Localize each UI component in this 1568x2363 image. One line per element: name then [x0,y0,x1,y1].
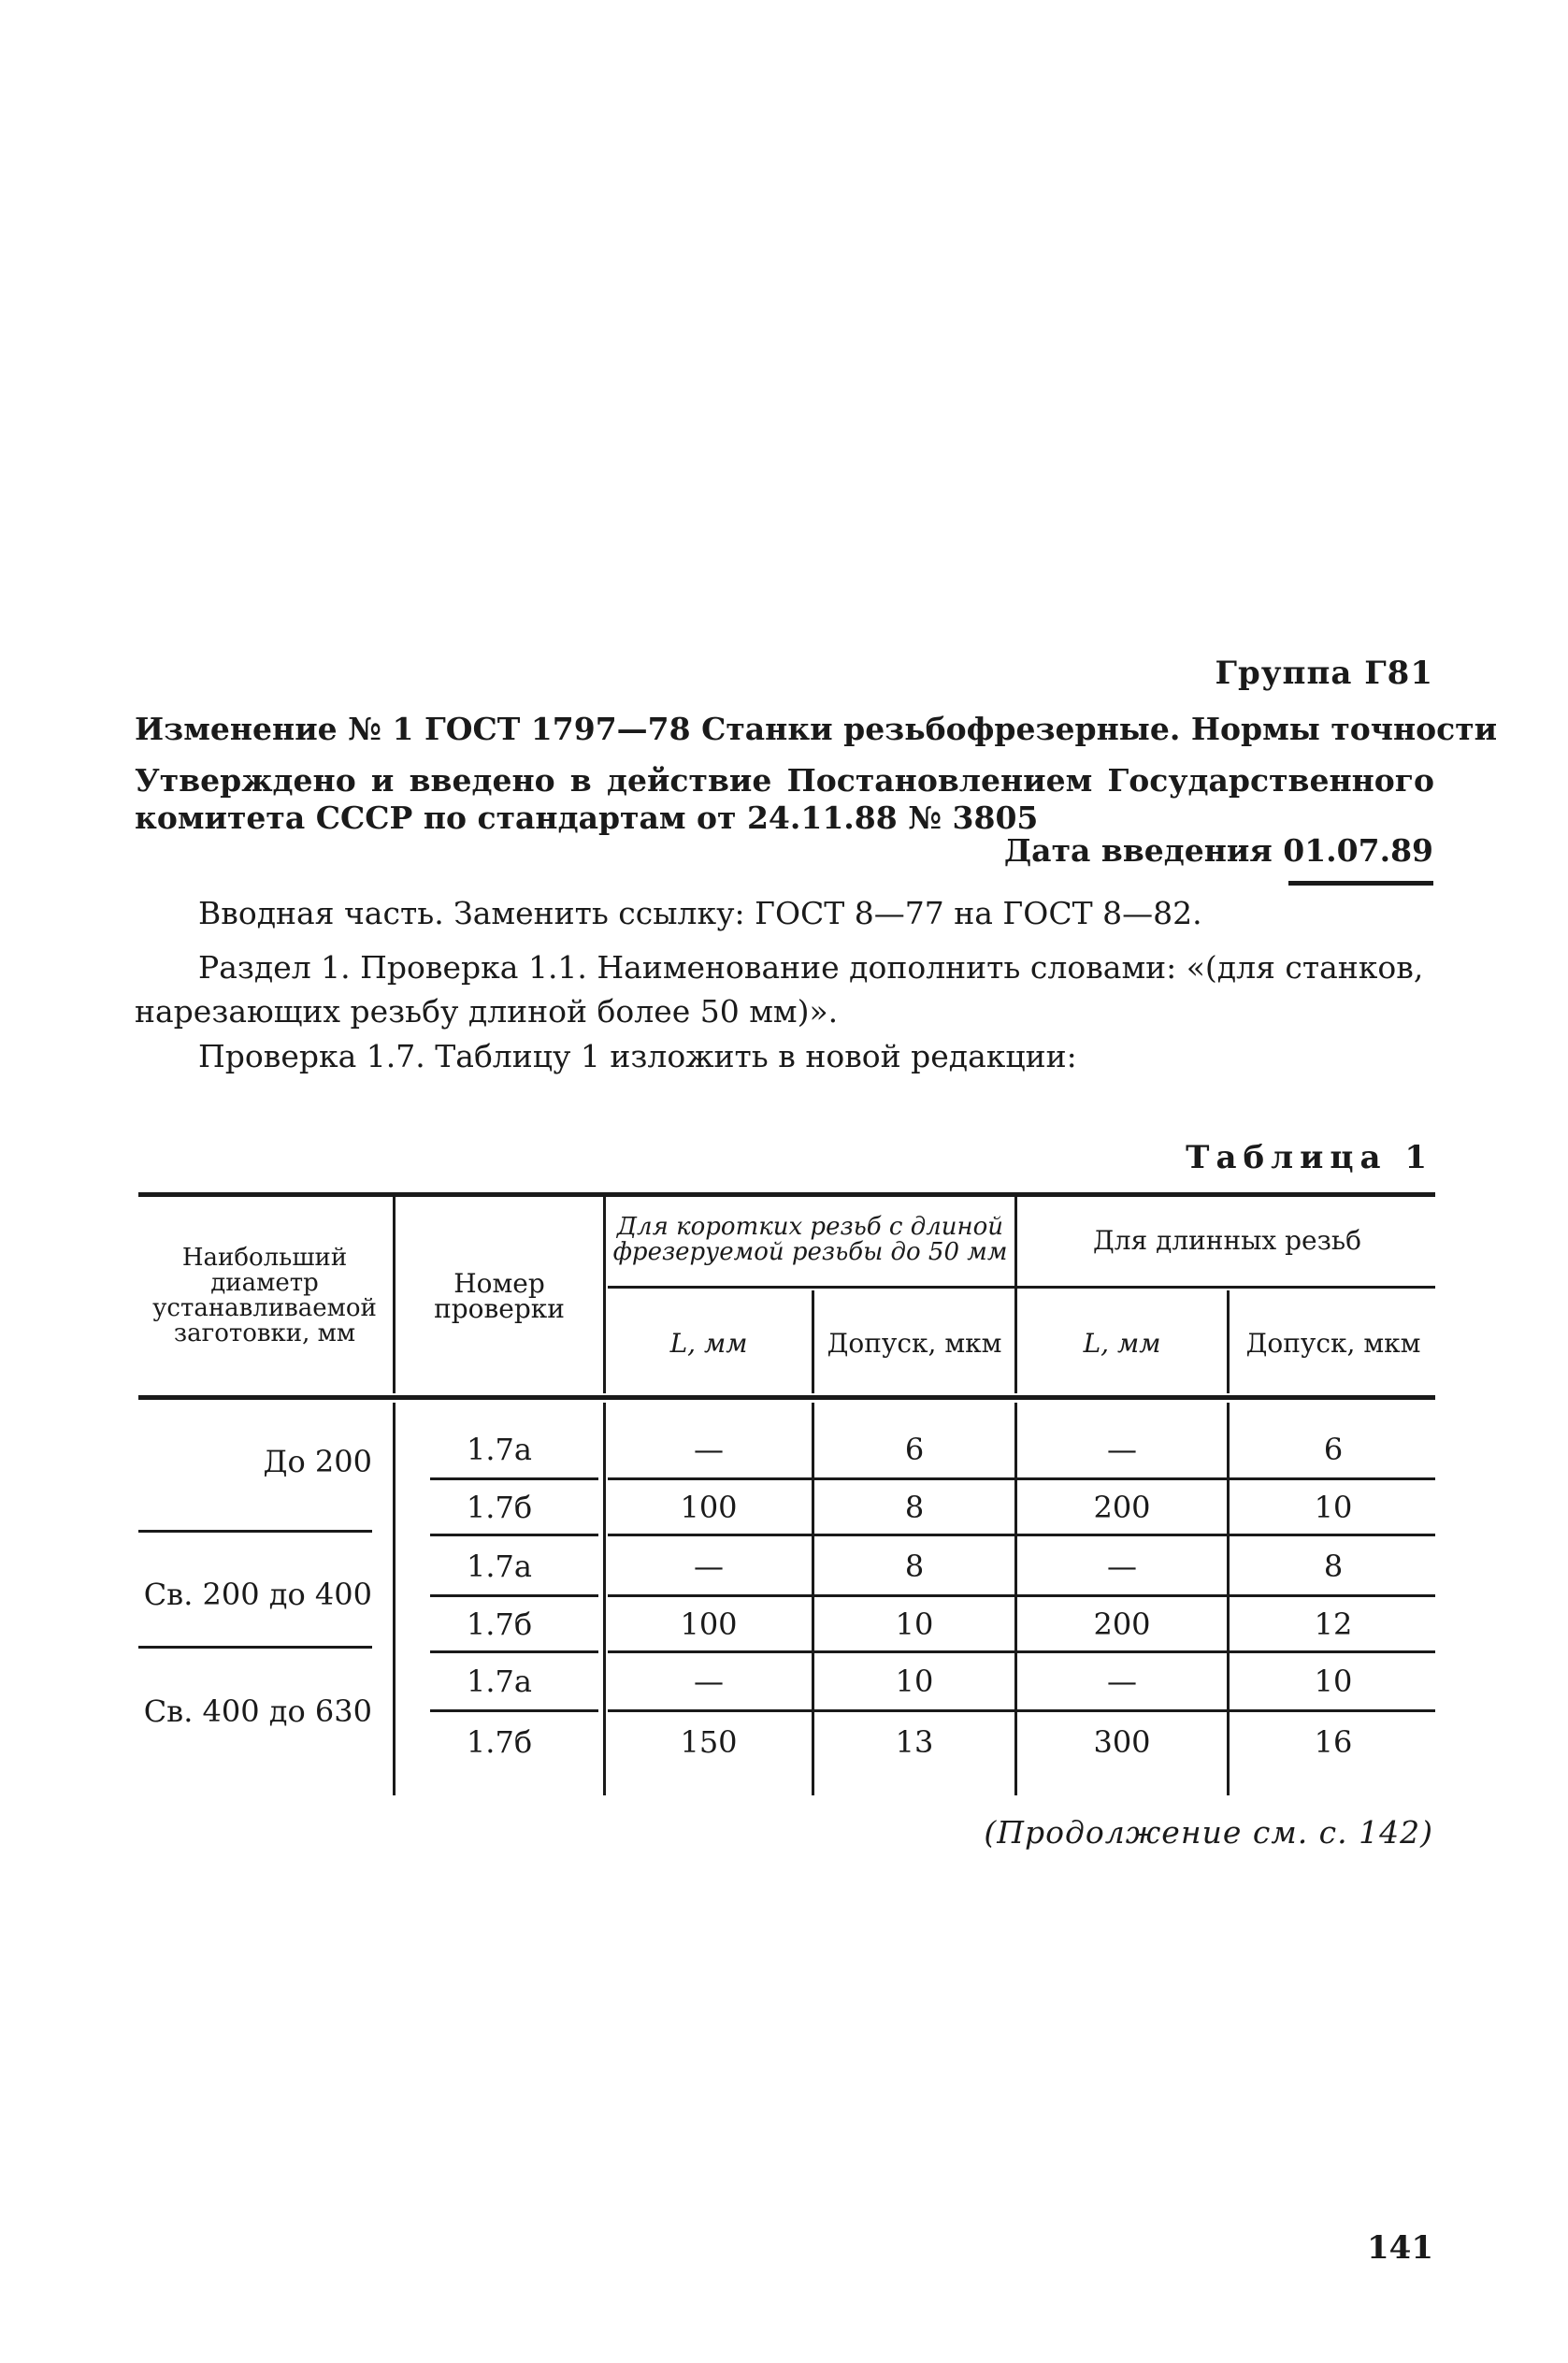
long-L-cell: — [1107,1432,1137,1467]
long-tolerance-cell: 10 [1314,1664,1353,1699]
short-tolerance-cell: 8 [904,1490,925,1525]
check-cell: 1.7б [466,1724,533,1760]
short-tolerance-cell: 13 [895,1724,934,1760]
header-bottom-rule [138,1395,1435,1400]
check-cell: 1.7б [466,1490,533,1525]
long-tolerance-cell: 8 [1323,1549,1344,1584]
diameter-rule-2 [138,1646,372,1649]
paragraph-section1-line2: нарезающих резьбу длиной более 50 мм)». [135,993,839,1030]
header-check-number: Номер проверки [434,1268,565,1324]
check-cell: 1.7б [466,1607,533,1642]
diameter-rule-1 [138,1530,372,1533]
short-tolerance-cell: 6 [904,1432,925,1467]
row-rule [430,1477,598,1480]
row-rule [430,1709,598,1712]
long-L-cell: 200 [1093,1490,1151,1525]
long-L-cell: 300 [1093,1724,1151,1760]
header-short-tolerance: Допуск, мкм [827,1327,1002,1359]
header-long-tolerance: Допуск, мкм [1245,1327,1421,1359]
short-L-cell: — [694,1549,724,1584]
short-tolerance-cell: 8 [904,1549,925,1584]
row-rule [430,1650,598,1653]
header-diameter: Наибольший диаметр устанавливаемой заготовки, мм [152,1244,377,1347]
row-rule [608,1594,1435,1597]
page-number: 141 [1367,2229,1433,2267]
paragraph-section1-line1: Раздел 1. Проверка 1.1. Наименование дополнить словами: «(для станков, [198,949,1424,986]
date-underline [1288,881,1433,886]
short-L-cell: 100 [680,1490,738,1525]
short-L-cell: — [694,1664,724,1699]
long-tolerance-cell: 16 [1314,1724,1353,1760]
header-long-L: L, мм [1083,1327,1161,1359]
check-cell: 1.7а [467,1432,532,1467]
paragraph-check17: Проверка 1.7. Таблицу 1 изложить в новой редакции: [198,1038,1077,1074]
vrule-body-1 [393,1403,396,1795]
row-rule [430,1534,598,1536]
intro-date [1004,832,1433,869]
header-long-group: Для длинных резьб [1093,1224,1361,1256]
check-cell: 1.7а [467,1664,532,1699]
row-rule [608,1477,1435,1480]
table-caption: Таблица 1 [1186,1139,1433,1176]
short-L-cell: — [694,1432,724,1467]
short-tolerance-cell: 10 [895,1664,934,1699]
diameter-group-1: До 200 [263,1443,372,1479]
vrule-header-1 [393,1197,396,1393]
row-rule [608,1650,1435,1653]
intro-date-label: Дата введения [1003,832,1273,869]
vrule-header-5 [1227,1290,1230,1393]
vrule-header-3 [812,1290,814,1393]
short-tolerance-cell: 10 [895,1607,934,1642]
long-tolerance-cell: 6 [1323,1432,1344,1467]
change-title: Изменение № 1 ГОСТ 1797—78 Станки резьбофрезерные. Нормы точности [135,711,1498,747]
long-L-cell: 200 [1093,1607,1151,1642]
row-rule [608,1534,1435,1536]
vrule-body-3 [812,1403,814,1795]
short-L-cell: 100 [680,1607,738,1642]
vrule-body-5 [1227,1403,1230,1795]
vrule-body-4 [1014,1403,1017,1795]
header-group-rule [608,1286,1435,1289]
header-short-group: Для коротких резьб с длиной фрезеруемой резьбы до 50 мм [612,1213,1008,1266]
short-L-cell: 150 [680,1724,738,1760]
long-tolerance-cell: 12 [1314,1607,1353,1642]
diameter-group-3: Св. 400 до 630 [143,1693,372,1729]
paragraph-intro: Вводная часть. Заменить ссылку: ГОСТ 8—77 на ГОСТ 8—82. [198,895,1202,931]
intro-date-value: 01.07.89 [1283,832,1433,869]
header-short-L: L, мм [669,1327,748,1359]
vrule-header-2 [603,1197,606,1393]
diameter-group-2: Св. 200 до 400 [143,1577,372,1612]
vrule-header-4 [1014,1197,1017,1393]
vrule-body-2 [603,1403,606,1795]
continuation-note: (Продолжение см. с. 142) [984,1814,1433,1851]
row-rule [608,1709,1435,1712]
approval-statement: Утверждено и введено в действие Постановлением Государственного комитета СССР по стандартам от 24.11.88 № 3805 [135,762,1434,836]
long-L-cell: — [1107,1664,1137,1699]
check-cell: 1.7а [467,1549,532,1584]
long-tolerance-cell: 10 [1314,1490,1353,1525]
row-rule [430,1594,598,1597]
group-label: Группа Г81 [1215,655,1433,692]
long-L-cell: — [1107,1549,1137,1584]
